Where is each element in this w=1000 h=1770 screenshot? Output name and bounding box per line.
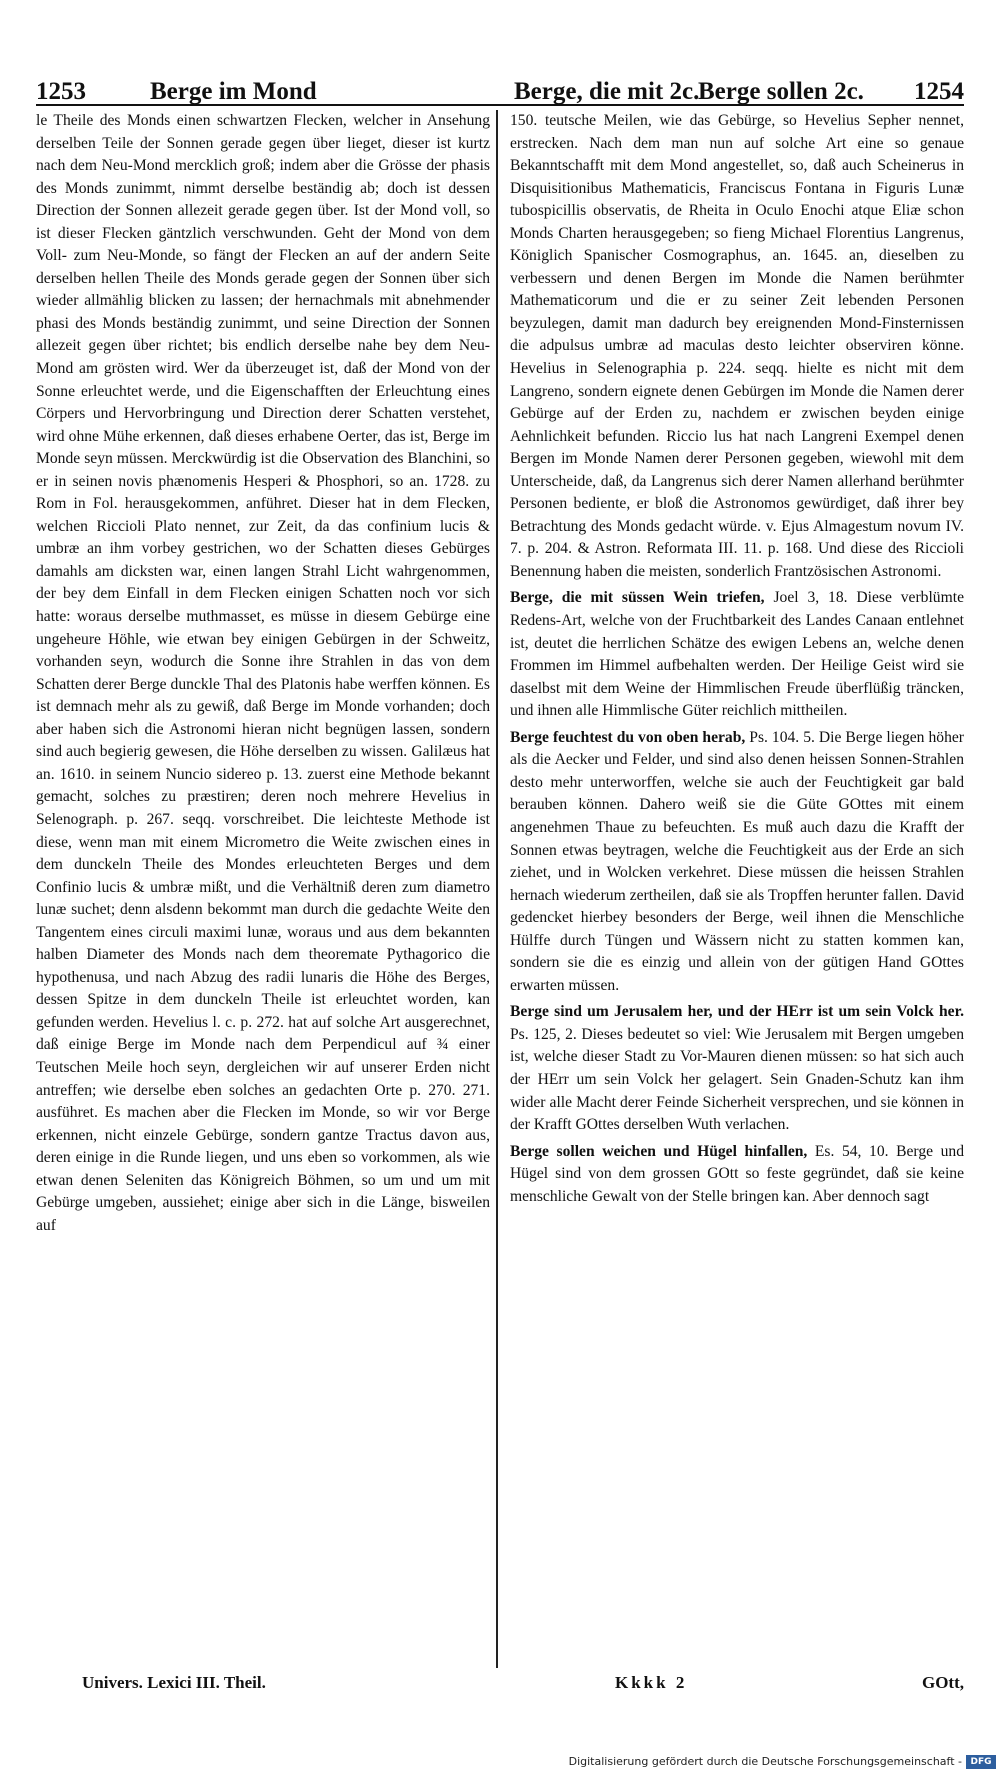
left-column	[36, 110, 490, 1675]
entry-heading: Berge feuchtest du von oben herab,	[510, 728, 746, 746]
entry-jerusalem	[510, 1001, 964, 1136]
entry-body: Joel 3, 18. Diese verblümte Redens-Art, welche von der Fruchtbarkeit des Landes Canaan entlehnet ist, deutet die herrlichen Schätze des ewigen Lebens an, welche denen Frommen im Himmel aufbehalten werden. Der Heilige Geist wird sie daselbst mit dem Weine der Himmlischen Freude überflüßig träncken, und ihnen alle Himmlische Güter reichlich mittheilen.	[510, 589, 964, 720]
signature-mark: Kkkk 2	[615, 1673, 688, 1692]
dfg-logo: DFG	[966, 1755, 996, 1769]
left-running-title: Berge im Mond	[150, 78, 317, 105]
header-rule	[36, 104, 964, 106]
right-running-title-1: Berge, die mit 2c.	[514, 78, 700, 105]
right-page-number: 1254	[914, 78, 964, 105]
entry-body: Ps. 104. 5. Die Berge liegen höher als die Aecker und Felder, und sind also denen heissen Sonnen-Strahlen desto mehr unterworffen, welche sie auch der Feuchtigkeit gar bald berauben können. Dahero weiß sie die Güte GOttes mit einem angenehmen Thaue zu befeuchten. Es muß auch dazu die Krafft der Sonnen etwas beytragen, welche die Feuchtigkeit aus der Erde an sich ziehet, und in Wolcken verkehret. Diese müssen die heissen Strahlen hernach wiederum zertheilen, daß sie als Tropffen herunter fallen. David gedencket hierbey besonders der Berge, weil ihnen die Menschliche Hülffe durch Tüngen und Wässern nicht zu statten kommen kan, sondern sie die es einzig und allein von der gütigen Hand GOttes erwarten müssen.	[510, 728, 964, 994]
catchword: GOtt,	[921, 1673, 964, 1692]
column-divider	[496, 110, 498, 1668]
entry-heading: Berge sind um Jerusalem her, und der HErr ist um sein Volck her.	[510, 1003, 964, 1021]
volume-footer: Univers. Lexici III. Theil.	[82, 1673, 266, 1692]
digitization-credit: Digitalisierung gefördert durch die Deutsche Forschungsgemeinschaft -	[568, 1755, 962, 1768]
left-column-text: le Theile des Monds einen schwartzen Flecken, welcher in Ansehung derselben Teile der Sonnen gerade gegen über lieget, dieser ist kurtz nach dem Neu-Mond mercklich groß; indem aber die Grösse der phasis des Monds zunimmt, nimmt derselbe beständig ab; doch ist dessen Direction der Sonnen allezeit gerade gegen über. Ist der Mond voll, so ist dieser Flecken gäntzlich verschwunden. Geht der Mond von dem Voll- zum Neu-Monde, so fängt der Flecken an auf der andern Seite derselben hellen Theile des Monds gerade gegen der Sonnen über sich wieder allmählig blicken zu lassen; der hernachmals mit abnehmender phasi des Monds beständig zunimmt, und seine Direction der Sonnen allezeit gegen über richtet; bis endlich derselbe nahe bey dem Neu-Mond am grösten wird. Wer da überzeuget ist, daß der Mond von der Sonne erleuchtet werde, und die Eigenschafften der Erleuchtung eines Cörpers und Hervorbringung und Direction derer Schatten verstehet, wird ohne Mühe erkennen, daß dieses erhabene Oerter, das ist, Berge im Monde seyn müssen. Merckwürdig ist die Observation des Blanchini, so er in seinen novis phænomenis Hesperi & Phosphori, so an. 1728. zu Rom in Fol. herausgekommen, anführet. Dieser hat in dem Flecken, welchen Riccioli Plato nennet, zur Zeit, da das confinium lucis & umbræ an ihm vorbey gestrichen, wo der Schatten dieses Gebürges damahls am dicksten war, einen langen Strahl Licht wahrgenommen, der bey dem Einfall in dem Flecken einigen Schatten noch vor sich hatte: woraus derselbe muthmasset, es müsse in diesem Gebürge eine ungeheure Höhle, wie etwan bey einigen Gebürgen in der Schweitz, vorhanden seyn, wodurch die Sonne ihre Strahlen in das von dem Schatten derer Berge dunckle Thal des Platonis habe werffen können. Es ist demnach mehr als zu gewiß, daß Berge im Monde vorhanden; doch aber haben sich die Astronomi hieran nicht begnügen lassen, sondern sind auch begierig gewesen, die Höhe derselben zu wissen. Galilæus hat an. 1610. in seinem Nuncio sidereo p. 13. zuerst eine Methode bekannt gemacht, solches zu præstiren; deren noch mehrere Hevelius in Selenograph. p. 267. seqq. vorschreibet. Die leichteste Methode ist diese, wenn man mit einem Micrometro die Weite zwischen eines in dem dunckeln Theile des Mondes erleuchteten Berges und dem Confinio lucis & umbræ mißt, und die Verhältniß deren zum diametro lunæ suchet; denn alsdenn bekommt man durch die gedachte Weite den Tangentem eines circuli maximi lunæ, woraus und aus dem bekannten halben Diameter des Monds nach dem theoremate Pythagorico die hypothenusa, und nach Abzug des radii lunaris die Höhe des Berges, dessen Spitze in dem dunckeln Theile ist erleuchtet worden, kan gefunden werden. Hevelius l. c. p. 272. hat auf solche Art ausgerechnet, daß einige Berge im Monde nach dem Perpendicul auf ¾ einer Teutschen Meile hoch seyn, dergleichen wir auf unserer Erden nicht antreffen; wie derselbe eben solches an gedachten Orte p. 270. 271. ausführet. Es machen aber die Flecken im Monde, so wir vor Berge erkennen, nicht einzele Gebürge, sondern gantze Tractus davon aus, deren einige in die Runde liegen, und uns eben so vorkommen, als wie etwan denen Seleniten das Königreich Böhmen, so um und um mit Gebürge umgeben, aussiehet; einige aber sich in die Länge, bisweilen auf	[36, 112, 490, 1234]
entry-feuchtest	[510, 727, 964, 998]
entry-heading: Berge sollen weichen und Hügel hinfallen,	[510, 1142, 808, 1160]
running-header	[36, 72, 964, 112]
entry-weichen	[510, 1141, 964, 1209]
entry-wein	[510, 587, 964, 722]
entry-body: Ps. 125, 2. Dieses bedeutet so viel: Wie Jerusalem mit Bergen umgeben ist, welche dieser Stadt zu Vor-Mauren dienen müssen: so hat sich auch der HErr um sein Volck her gelagert. Sein Gnaden-Schutz kan ihm wider alle Macht derer Feinde Sicherheit versprechen, und sie können in der Krafft GOttes derselben Wuth verlachen.	[510, 1025, 964, 1134]
entry-body: Es. 54, 10. Berge und Hügel sind von dem grossen GOtt so feste gegründet, daß sie keine menschliche Gewalt von der Stelle bringen kan. Aber dennoch sagt	[510, 1142, 964, 1205]
right-column	[510, 110, 964, 1675]
digitization-bar	[0, 1755, 1000, 1770]
right-column-text: 150. teutsche Meilen, wie das Gebürge, so Hevelius Sepher nennet, erstrecken. Nach dem man nun auf solche Art eine so genaue Bekanntschafft mit dem Mond angestellet, so, daß auch Scheinerus in Disquisitionibus Mathematicis, Franciscus Fontana in Figuris Lunæ tubospicillis observatis, de Rheita in Oculo Enochi atque Eliæ schon Monds Charten herausgegeben; so fieng Michael Florentius Langrenus, Königlich Spanischer Cosmographus, an. 1645. an, dieselben zu verbessern und denen Bergen im Monde die Namen berühmter Mathematicorum und die er zu seiner Zeit lebenden Personen beyzulegen, damit man dadurch bey ereignenden Mond-Finsternissen die adpulsus umbræ ad maculas desto leichter observiren könne. Hevelius in Selenographia p. 224. seqq. hielte es nicht mit dem Langreno, sondern eignete denen Gebürgen im Monde die Namen derer Gebürge auf der Erden zu, nachdem er zwischen beyden einige Aehnlichkeit befunden. Riccio lus hat nach Langreni Exempel denen Bergen im Monde Namen derer Personen gegeben, wiewohl mit dem Unterscheide, daß, da Langrenus sich derer Namen allerhand berühmter Personen bediente, er bloß die Astronomos gewürdiget, daß ihrer bey Betrachtung des Monds gedacht würde. v. Ejus Almagestum novum IV. 7. p. 204. & Astron. Reformata III. 11. p. 168. Und diese des Riccioli Benennung haben die meisten, sonderlich Frantzösischen Astronomi.	[510, 112, 964, 580]
right-running-title-2: Berge sollen 2c.	[698, 78, 864, 105]
left-page-number: 1253	[36, 78, 86, 105]
entry-heading: Berge, die mit süssen Wein triefen,	[510, 589, 765, 607]
